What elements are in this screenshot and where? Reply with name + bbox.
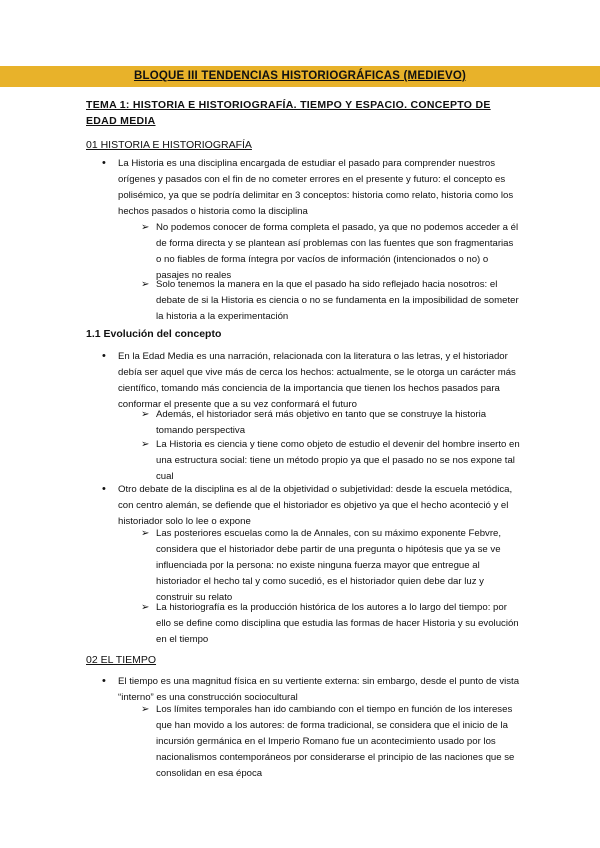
arrow-bullet-icon: ➢ [141,222,150,233]
arrow-bullet-icon: ➢ [141,704,150,715]
arrow-bullet-icon: ➢ [141,279,150,290]
sub-bullet-historiografia: La historiografía es la producción histórica de los autores a lo largo del tiempo: por ello se define como disciplina que estudia las formas de hacer Historia y su evolución en el tiempo [156,602,519,645]
section-heading-01: 01 HISTORIA E HISTORIOGRAFÍA [86,139,252,151]
bullet-historia-definition: La Historia es una disciplina encargada de estudiar el pasado para comprender nuestros orígenes y pasados con el fin de no cometer errores en el presente y futuro: el concepto es polisémico, ya que se podría delimitar en 3 conceptos: historia como relato, historia como los hechos pasados o historia como la disciplina [118,158,514,217]
bullet-edad-media-narracion: En la Edad Media es una narración, relacionada con la literatura o las letras, y el historiador debía ser aquel que vive más de cerca los hechos: actualmente, se le otorga un carácter más científico, tomando más conciencia de la importancia que tienen los hechos pasados para conformar el presente que a su vez conformará el futuro [118,351,516,410]
sub-bullet-objetividad: Además, el historiador será más objetivo en tanto que se construye la historia tomando perspectiva [156,409,487,436]
sub-bullet-annales: Las posteriores escuelas como la de Annales, con su máximo exponente Febvre, considera que el historiador debe partir de una pregunta o hipótesis que ya se ve influenciada por la persona: no existe ninguna fuerza mayor que entregue al historiador el hecho tal y como sucedió, es el historiador quien debe dar luz y construir su relato [156,528,502,603]
sub-bullet-ciencia-debate: Solo tenemos la manera en la que el pasado ha sido reflejado hacia nosotros: el debate de si la Historia es ciencia o no se fundamenta en la imposibilidad de someter la historia a la experimentación [156,279,519,322]
bloque-title: BLOQUE III TENDENCIAS HISTORIOGRÁFICAS (MEDIEVO) [133,70,467,82]
sub-bullet-limites-temporales: Los límites temporales han ido cambiando con el tiempo en función de los intereses que han movido a los autores: de forma tradicional, se considera que el inicio de la incursión germánica en el Imperio Romano fue un acontecimiento usado por los nacionalismos contemporáneos por considerarse el principio de las naciones que se consolidan en esa época [156,704,515,779]
bullet-dot-icon: • [102,350,106,362]
tema-title: TEMA 1: HISTORIA E HISTORIOGRAFÍA. TIEMPO Y ESPACIO. CONCEPTO DE EDAD MEDIA [86,99,491,127]
arrow-bullet-icon: ➢ [141,409,150,420]
section-heading-02: 02 EL TIEMPO [86,654,157,666]
arrow-bullet-icon: ➢ [141,528,150,539]
bullet-dot-icon: • [102,483,106,495]
sub-bullet-historia-ciencia: La Historia es ciencia y tiene como objeto de estudio el devenir del hombre inserto en una estructura social: tiene un método propio ya que el pasado no se nos expone tal cual [156,439,520,482]
bullet-dot-icon: • [102,157,106,169]
bullet-objetividad-debate: Otro debate de la disciplina es al de la objetividad o subjetividad: desde la escuela metódica, con centro alemán, se defiende que el historiador es objetivo ya que el hecho aconteció y el historiador solo lo lee o expone [118,484,513,527]
bullet-tiempo-magnitud: El tiempo es una magnitud física en su vertiente externa: sin embargo, desde el punto de vista “interno” es una construcción sociocultural [118,676,520,703]
bullet-dot-icon: • [102,675,106,687]
arrow-bullet-icon: ➢ [141,602,150,613]
arrow-bullet-icon: ➢ [141,439,150,450]
section-heading-1-1: 1.1 Evolución del concepto [86,328,222,340]
sub-bullet-fuentes: No podemos conocer de forma completa el pasado, ya que no podemos acceder a él de forma directa y se plantean así problemas con las fuentes que son fragmentarias o no fiables de forma íntegra por vacíos de información (intencionados o no) o pasajes no reales [156,222,519,281]
